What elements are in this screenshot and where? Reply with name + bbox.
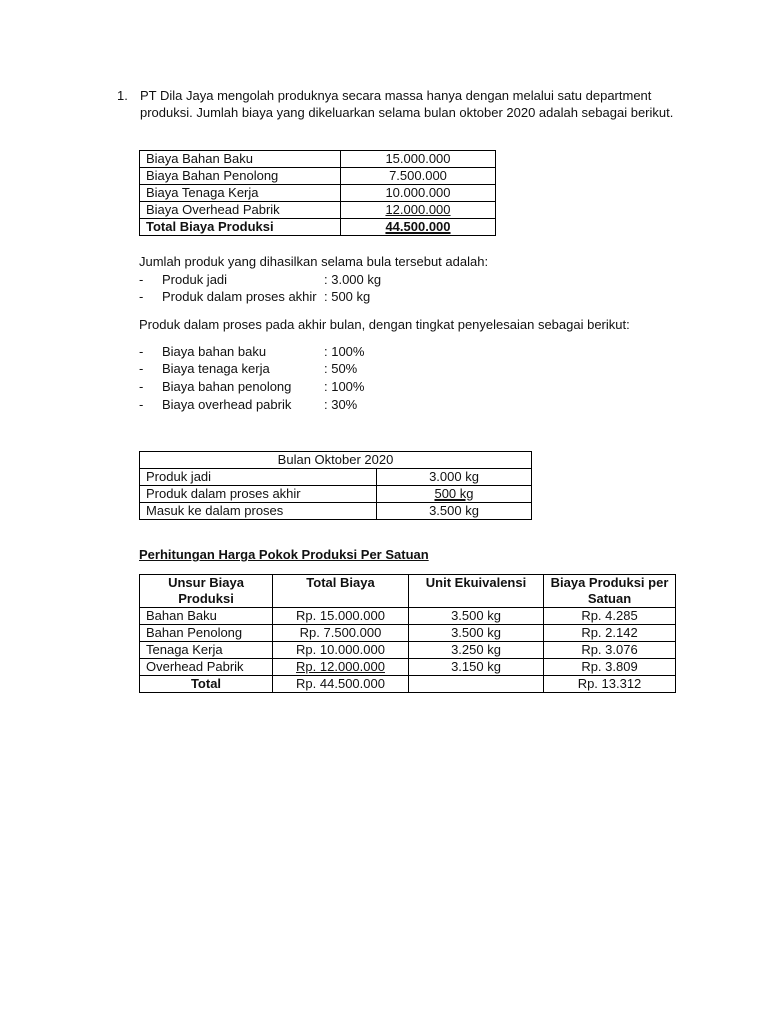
cost-label: Biaya Bahan Penolong (140, 168, 341, 185)
item-label: Produk dalam proses akhir (162, 289, 317, 304)
cell: Tenaga Kerja (140, 642, 273, 659)
table-row (140, 168, 496, 185)
cell: Rp. 13.312 (544, 676, 676, 693)
list-number: 1. (117, 88, 128, 103)
cell: Rp. 15.000.000 (273, 608, 409, 625)
cell: Rp. 10.000.000 (273, 642, 409, 659)
total-label: Total Biaya Produksi (140, 219, 341, 236)
cost-label: Biaya Tenaga Kerja (140, 185, 341, 202)
cell: Overhead Pabrik (140, 659, 273, 676)
unit-cost-table (139, 574, 676, 693)
cost-table (139, 150, 496, 236)
list-item (139, 378, 539, 395)
cell: Rp. 3.076 (544, 642, 676, 659)
dash: - (139, 379, 144, 394)
list-item (139, 360, 539, 377)
cell: Bahan Baku (140, 608, 273, 625)
item-label: Biaya tenaga kerja (162, 361, 270, 376)
list-item (139, 288, 539, 305)
cost-value: 15.000.000 (341, 151, 496, 168)
section-title: Perhitungan Harga Pokok Produksi Per Satuan (139, 547, 429, 562)
month-value: 3.500 kg (377, 503, 532, 520)
item-label: Biaya overhead pabrik (162, 397, 292, 412)
month-table (139, 451, 532, 520)
item-label: Produk jadi (162, 272, 228, 287)
month-label: Produk dalam proses akhir (140, 486, 377, 503)
cell: Total (140, 676, 273, 693)
dash: - (139, 361, 144, 376)
month-label: Produk jadi (140, 469, 377, 486)
list-item (139, 343, 539, 360)
item-label: Biaya bahan penolong (162, 379, 292, 394)
cell: 3.500 kg (409, 608, 544, 625)
cell: Bahan Penolong (140, 625, 273, 642)
cell: Rp. 2.142 (544, 625, 676, 642)
cell: Rp. 4.285 (544, 608, 676, 625)
table-row (140, 625, 676, 642)
intro-line-1: PT Dila Jaya mengolah produknya secara massa hanya dengan melalui satu department (140, 88, 652, 103)
cell: 3.250 kg (409, 642, 544, 659)
item-value: : 3.000 kg (324, 272, 382, 287)
cell: Rp. 7.500.000 (273, 625, 409, 642)
column-header: Unit Ekuivalensi (409, 575, 544, 608)
cost-value: 7.500.000 (341, 168, 496, 185)
table-row (140, 486, 532, 503)
table-row (140, 659, 676, 676)
cell: 3.500 kg (409, 625, 544, 642)
total-value: 44.500.000 (385, 219, 451, 234)
table-row (140, 151, 496, 168)
table-total-row (140, 219, 496, 236)
month-value: 3.000 kg (377, 469, 532, 486)
cost-value: 10.000.000 (341, 185, 496, 202)
completion-intro: Produk dalam proses pada akhir bulan, dengan tingkat penyelesaian sebagai berikut: (139, 317, 630, 332)
cell: 3.150 kg (409, 659, 544, 676)
month-label: Masuk ke dalam proses (140, 503, 377, 520)
item-value: : 100% (324, 379, 365, 394)
cost-label: Biaya Bahan Baku (140, 151, 341, 168)
month-value: 500 kg (434, 486, 474, 501)
item-value: : 500 kg (324, 289, 371, 304)
table-row (140, 202, 496, 219)
table-row (140, 642, 676, 659)
production-intro: Jumlah produk yang dihasilkan selama bula tersebut adalah: (139, 254, 489, 269)
table-header-row (140, 575, 676, 608)
month-header: Bulan Oktober 2020 (140, 452, 532, 469)
column-header: Biaya Produksi per Satuan (544, 575, 676, 608)
column-header: Unsur Biaya Produksi (140, 575, 273, 608)
item-label: Biaya bahan baku (162, 344, 267, 359)
item-value: : 100% (324, 344, 365, 359)
dash: - (139, 289, 144, 304)
table-total-row (140, 676, 676, 693)
cell: Rp. 3.809 (544, 659, 676, 676)
cell (409, 676, 544, 693)
item-value: : 50% (324, 361, 358, 376)
cell: Rp. 44.500.000 (273, 676, 409, 693)
item-value: : 30% (324, 397, 358, 412)
cost-value: 12.000.000 (385, 202, 451, 217)
list-item (139, 271, 539, 288)
table-row (140, 608, 676, 625)
table-row (140, 469, 532, 486)
table-row (140, 185, 496, 202)
list-item (139, 396, 539, 413)
dash: - (139, 344, 144, 359)
dash: - (139, 397, 144, 412)
intro-line-2: produksi. Jumlah biaya yang dikeluarkan selama bulan oktober 2020 adalah sebagai berikut. (140, 105, 674, 120)
table-row (140, 503, 532, 520)
column-header: Total Biaya (273, 575, 409, 608)
cost-label: Biaya Overhead Pabrik (140, 202, 341, 219)
dash: - (139, 272, 144, 287)
cell: Rp. 12.000.000 (296, 659, 385, 674)
table-header-row (140, 452, 532, 469)
